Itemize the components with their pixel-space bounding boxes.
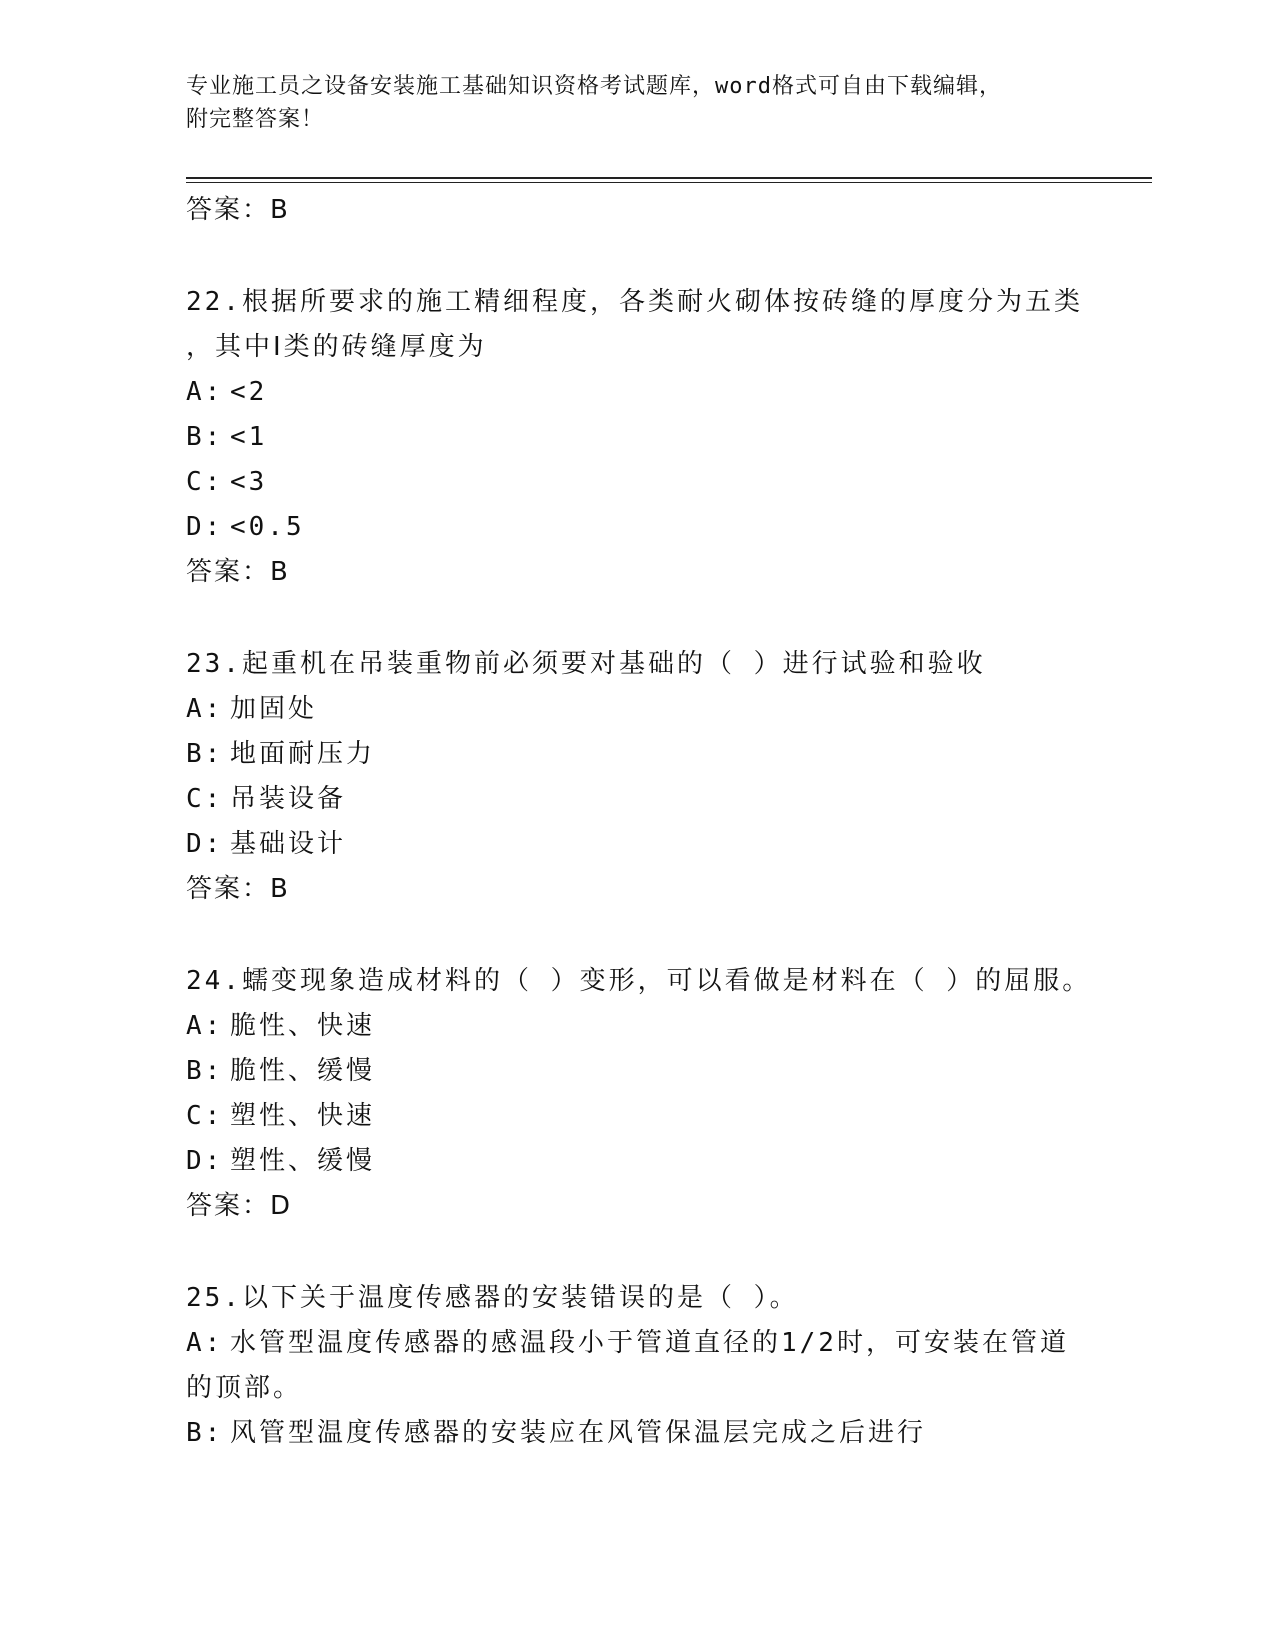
option-label: A: xyxy=(186,694,224,724)
header-line-2: 附完整答案！ xyxy=(186,107,325,132)
option-text: 加固处 xyxy=(230,694,318,724)
option-label: C: xyxy=(186,784,224,814)
option-label: D: xyxy=(186,512,224,542)
option-b xyxy=(186,1049,1126,1094)
option-text: 塑性、快速 xyxy=(230,1101,376,1131)
option-c xyxy=(186,777,1126,822)
option-d xyxy=(186,822,1126,867)
option-label: D: xyxy=(186,829,224,859)
option-a-continued: 的顶部。 xyxy=(186,1373,303,1403)
option-label: C: xyxy=(186,1101,224,1131)
option-text: 基础设计 xyxy=(230,829,347,859)
option-label: D: xyxy=(186,1146,224,1176)
option-c xyxy=(186,1094,1126,1139)
question-list xyxy=(186,188,1126,1456)
document-header xyxy=(186,70,1066,136)
option-label: C: xyxy=(186,467,224,497)
option-text: <1 xyxy=(230,422,268,452)
option-text: <3 xyxy=(230,467,268,497)
option-b xyxy=(186,1411,1126,1456)
option-a xyxy=(186,370,1126,415)
option-label: B: xyxy=(186,1418,224,1448)
question-22 xyxy=(186,280,1126,594)
question-stem-line: ，其中Ⅰ类的砖缝厚度为 xyxy=(186,332,487,362)
question-stem-line: 24.蠕变现象造成材料的（ ）变形，可以看做是材料在（ ）的屈服。 xyxy=(186,966,1092,996)
option-label: B: xyxy=(186,422,224,452)
option-text: 脆性、快速 xyxy=(230,1011,376,1041)
answer-line: 答案：B xyxy=(186,557,290,587)
question-23 xyxy=(186,642,1126,911)
option-text: 风管型温度传感器的安装应在风管保温层完成之后进行 xyxy=(230,1418,927,1448)
question-24 xyxy=(186,959,1126,1228)
option-label: B: xyxy=(186,739,224,769)
header-rule-thin xyxy=(186,182,1152,183)
option-a xyxy=(186,1321,1126,1366)
answer-line: 答案：B xyxy=(186,195,290,225)
option-d xyxy=(186,505,1126,550)
question-25 xyxy=(186,1276,1126,1456)
header-line-1: 专业施工员之设备安装施工基础知识资格考试题库，word格式可自由下载编辑， xyxy=(186,74,1002,99)
option-b xyxy=(186,732,1126,777)
answer-line: 答案：B xyxy=(186,874,290,904)
option-text: <0.5 xyxy=(230,512,305,542)
option-text: 吊装设备 xyxy=(230,784,347,814)
option-text: 水管型温度传感器的感温段小于管道直径的1/2时，可安装在管道 xyxy=(230,1328,1069,1358)
header-rule-thick xyxy=(186,177,1152,179)
option-text: <2 xyxy=(230,377,268,407)
option-label: A: xyxy=(186,1328,224,1358)
option-text: 地面耐压力 xyxy=(230,739,376,769)
option-text: 脆性、缓慢 xyxy=(230,1056,376,1086)
option-a xyxy=(186,1004,1126,1049)
option-label: A: xyxy=(186,1011,224,1041)
question-stem-line: 23.起重机在吊装重物前必须要对基础的（ ）进行试验和验收 xyxy=(186,649,986,679)
option-text: 塑性、缓慢 xyxy=(230,1146,376,1176)
question-stem-line: 25.以下关于温度传感器的安装错误的是（ ）。 xyxy=(186,1283,799,1313)
option-c xyxy=(186,460,1126,505)
option-d xyxy=(186,1139,1126,1184)
option-a xyxy=(186,687,1126,732)
answer-line: 答案：D xyxy=(186,1191,293,1221)
option-b xyxy=(186,415,1126,460)
option-label: A: xyxy=(186,377,224,407)
question-stem-line: 22.根据所要求的施工精细程度，各类耐火砌体按砖缝的厚度分为五类 xyxy=(186,287,1083,317)
option-label: B: xyxy=(186,1056,224,1086)
